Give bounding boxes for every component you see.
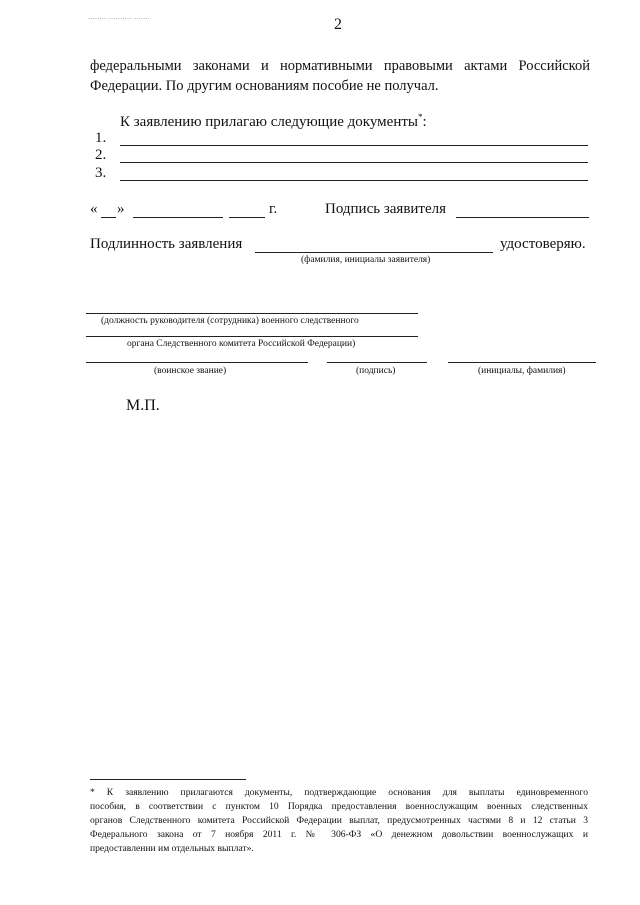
- official-name-caption: (инициалы, фамилия): [478, 366, 566, 376]
- official-rank-line[interactable]: [86, 362, 308, 363]
- documents-intro: [120, 112, 427, 131]
- footnote-line-5: предоставлении им отдельных выплат».: [90, 843, 254, 854]
- official-name-line[interactable]: [448, 362, 596, 363]
- signature-label: Подпись заявителя: [325, 201, 447, 217]
- intro-paragraph: [90, 56, 590, 96]
- footnote-line-1: * К заявлению прилагаются документы, подтверждающие основания для выплаты единовременного: [90, 787, 588, 798]
- official-organ-line[interactable]: [86, 336, 418, 337]
- date-close-quote: »: [117, 201, 125, 217]
- applicant-name-caption: (фамилия, инициалы заявителя): [301, 255, 431, 265]
- official-position-caption-2: органа Следственного комитета Российской Федерации): [127, 339, 356, 349]
- official-signature-line[interactable]: [327, 362, 427, 363]
- footnote-mark: *: [418, 112, 423, 122]
- document-item-number-2: 2.: [95, 147, 107, 163]
- document-item-line-3[interactable]: [120, 180, 588, 181]
- official-position-line[interactable]: [86, 313, 418, 314]
- official-signature-caption: (подпись): [356, 366, 396, 376]
- footnote-line-3: органов Следственного комитета Российской Федерации выплат, предусмотренных частями 8 и 12 статьи 3: [90, 815, 588, 826]
- applicant-name-line[interactable]: [255, 252, 493, 253]
- document-item-number-3: 3.: [95, 165, 107, 181]
- footnote: [90, 786, 588, 856]
- faint-header-text: ........ .......... .......: [88, 12, 151, 21]
- authenticity-suffix: удостоверяю.: [500, 236, 586, 252]
- document-item-line-1[interactable]: [120, 145, 588, 146]
- footnote-line-2: пособия, в соответствии с пунктом 10 Порядка предоставления военнослужащим военных следственных: [90, 801, 588, 812]
- authenticity-label: Подлинность заявления: [90, 236, 243, 252]
- applicant-signature-line[interactable]: [456, 217, 589, 218]
- document-item-number-1: 1.: [95, 130, 107, 146]
- documents-intro-text: К заявлению прилагаю следующие документы: [120, 114, 418, 130]
- document-item-line-2[interactable]: [120, 162, 588, 163]
- paragraph-line-1: федеральными законами и нормативными правовыми актами Российской: [90, 58, 590, 74]
- date-year-line[interactable]: [229, 217, 265, 218]
- stamp-place-label: М.П.: [126, 397, 160, 414]
- documents-intro-colon: :: [422, 114, 427, 130]
- date-day-line[interactable]: [101, 217, 116, 218]
- footnote-separator: [90, 779, 246, 780]
- paragraph-line-2: Федерации. По другим основаниям пособие не получал.: [90, 78, 439, 94]
- date-open-quote: «: [90, 201, 98, 217]
- rank-caption: (воинское звание): [154, 366, 227, 376]
- official-position-caption-1: (должность руководителя (сотрудника) военного следственного: [101, 316, 359, 326]
- footnote-line-4: Федерального закона от 7 ноября 2011 г. № 306-ФЗ «О денежном довольствии военнослужащих и: [90, 829, 588, 840]
- year-suffix: г.: [269, 201, 278, 217]
- page-number: 2: [334, 16, 342, 33]
- date-month-line[interactable]: [133, 217, 223, 218]
